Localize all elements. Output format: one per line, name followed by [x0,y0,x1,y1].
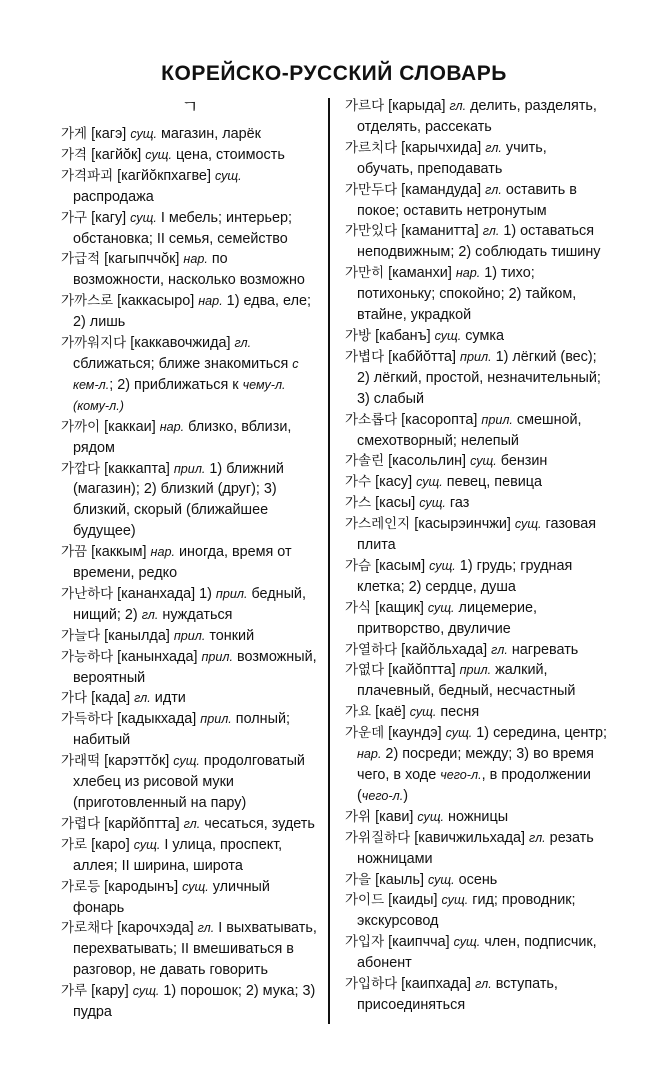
entry-headword: 가래떡 [61,753,101,770]
grammar-label: сущ. [130,210,157,225]
grammar-label: чего-л. [361,788,404,803]
grammar-label: сущ. [427,872,455,887]
dictionary-entry [345,890,607,932]
entry-headword: 가구 [61,209,88,226]
dictionary-entry [61,291,319,333]
dictionary-entry [345,932,607,974]
entry-definition: сумка [461,327,504,344]
grammar-label: сущ. [445,726,473,741]
entry-definition: распродажа [73,188,154,205]
grammar-label: нар. [159,419,185,434]
entry-definition: вступать, присоединяться [357,976,558,1013]
grammar-label: нар. [357,747,382,762]
grammar-label: сущ. [429,558,456,573]
page-title: КОРЕЙСКО-РУССКИЙ СЛОВАРЬ [161,62,507,85]
entry-definition: I выхватывать, перехватывать; II вмешиваться в разговор, не давать говорить [73,920,317,979]
entry-headword: 가열하다 [345,641,398,658]
grammar-label: сущ. [434,328,462,343]
entry-headword: 가르치다 [345,139,398,156]
entry-definition: 1) лёгкий (вес); 2) лёгкий, простой, незначительный; 3) слабый [357,348,601,407]
dictionary-entry [61,333,319,417]
dictionary-entry [61,688,319,709]
dictionary-entry [61,981,319,1023]
grammar-label: гл. [141,607,159,622]
entry-transcription: [кагэ] [91,126,127,142]
entry-definition: I мебель; интерьер; обстановка; II семья, семейство [73,209,292,247]
entry-transcription: [кару] [91,983,129,1000]
grammar-label: сущ. [514,517,542,532]
grammar-label: сущ. [133,837,161,852]
grammar-label: гл. [485,140,502,155]
grammar-label: нар. [183,252,208,267]
dictionary-entry [345,347,607,410]
grammar-label: гл. [482,224,500,239]
entry-transcription: [камандуда] [401,181,482,198]
entry-definition: бедный, нищий; 2) [73,585,306,623]
dictionary-entry [345,472,607,493]
grammar-label: сущ. [130,127,157,141]
dictionary-entry [61,647,319,689]
grammar-label: с кем-л. [73,356,299,392]
entry-transcription: [кагйŏк] [91,146,142,163]
grammar-label: прил. [460,349,492,364]
entry-definition: нагревать [507,641,579,658]
entry-transcription: [кайŏльхада] [401,641,488,658]
dictionary-entry [61,584,319,626]
grammar-label: сущ. [145,147,172,162]
dictionary-entry [345,326,607,347]
entry-headword: 가루 [61,983,88,1000]
entry-transcription: [каккаи] [104,418,156,435]
dictionary-entry [345,702,607,723]
dictionary-entry [61,751,319,814]
entry-definition: осень [454,871,498,888]
entry-definition: член, подписчик, абонент [357,934,597,972]
entry-transcription: [кародынъ] [104,878,179,895]
entry-transcription: [каро] [91,836,130,853]
grammar-label: гл. [529,830,546,845]
entry-transcription: [каккасыро] [117,293,195,310]
entry-transcription: [кагу] [91,209,127,226]
entry-definition: бензин [496,453,548,470]
grammar-label: сущ. [132,984,160,999]
entry-headword: 가을 [345,871,372,888]
entry-headword: 가격 [61,146,88,163]
entry-transcription: [каё] [375,704,406,721]
grammar-label: гл. [449,99,467,113]
entry-headword: 가로등 [61,878,101,895]
entry-definition: делить, разделять, отделять, рассекать [357,98,597,135]
entry-transcription: [кадыкхада] [117,711,197,728]
entry-definition: смешной, смехотворный; нелепый [357,411,582,449]
grammar-label: сущ. [214,168,242,183]
entry-headword: 가끔 [61,544,88,561]
grammar-label: гл. [491,642,508,657]
entry-definition: ножницы [444,808,509,825]
entry-definition: близко, вблизи, рядом [73,418,292,456]
entry-transcription: [кабйŏтта] [388,348,457,365]
entry-headword: 가난하다 [61,585,114,602]
dictionary-entry [345,974,607,1016]
entry-definition: 1) тихо; потихоньку; спокойно; 2) тайком, втайне, украдкой [357,265,577,324]
entry-headword: 가볍다 [345,348,385,365]
entry-headword: 가까이 [61,418,101,435]
entry-transcription: [кайŏптта] [388,662,456,679]
entry-definition: тонкий [205,627,255,644]
entry-transcription: [каиды] [388,892,438,909]
entry-headword: 가로 [61,836,88,853]
entry-definition: резать ножницами [357,829,594,867]
entry-headword: 가까워지다 [61,335,127,352]
entry-transcription: [каккавочжида] [130,335,231,352]
dictionary-entry [345,723,607,807]
entry-definition: певец, певица [442,474,543,491]
entry-headword: 가만두다 [345,181,398,198]
entry-headword: 가다 [61,690,88,707]
dictionary-entry [345,870,607,891]
dictionary-entry [61,709,319,751]
entry-transcription: [кагйŏкпхагве] [117,167,211,184]
grammar-label: нар. [198,294,223,309]
entry-transcription: [касырэинчжи] [414,516,511,533]
entry-headword: 가렵다 [61,815,101,832]
entry-transcription: [каыль] [375,871,424,888]
entry-transcription: [каундэ] [388,725,442,742]
dictionary-entry [345,451,607,472]
dictionary-entry [61,249,319,291]
entry-definition: сближаться; ближе знакомиться [73,355,293,372]
entry-headword: 가입하다 [345,976,398,993]
grammar-label: сущ. [470,454,497,469]
grammar-label: сущ. [441,893,469,908]
entry-transcription: [каипчча] [388,934,450,951]
entry-definition: уличный фонарь [73,878,270,916]
entry-definition: I улица, проспект, аллея; II ширина, широта [73,836,283,874]
grammar-label: гл. [197,921,215,936]
entry-definition: ) [403,787,408,804]
entry-definition: цена, стоимость [171,146,285,163]
dictionary-entry [61,124,319,145]
entry-transcription: [карйŏптта] [104,815,180,832]
grammar-label: гл. [485,182,502,197]
dictionary-entry [345,514,607,556]
entry-definition: 2) посреди; между; 3) во время чего, в ходе [357,746,594,783]
entry-headword: 가위질하다 [345,829,411,846]
entry-definition: 1) оставаться неподвижным; 2) соблюдать тишину [357,223,601,261]
dictionary-entry [345,263,607,326]
grammar-label: сущ. [416,475,443,490]
grammar-label: прил. [481,412,513,427]
entry-definition: жалкий, плачевный, бедный, несчастный [357,662,576,700]
entry-transcription: [каипхада] [401,976,472,993]
entry-headword: 가위 [345,808,372,825]
grammar-label: сущ. [419,496,446,511]
entry-definition: 1) грудь; грудная клетка; 2) сердце, душа [357,557,573,595]
dictionary-entry [345,493,607,514]
entry-headword: 가게 [61,126,88,142]
grammar-label: нар. [455,266,481,281]
entry-headword: 가늘다 [61,627,101,644]
entry-definition: возможный, вероятный [73,648,317,686]
entry-transcription: [касу] [375,474,413,491]
grammar-label: нар. [150,545,175,560]
entry-definition: 1) едва, еле; 2) лишь [73,293,311,331]
grammar-label: прил. [173,461,206,476]
left-column [61,96,319,1023]
dictionary-entry [61,835,319,877]
entry-definition: 1) [199,585,216,602]
entry-transcription: [кананхада] [117,585,196,602]
entry-transcription: [канылда] [104,627,170,644]
entry-definition: газовая плита [357,516,597,554]
grammar-label: сущ. [427,600,455,615]
dictionary-entry [61,145,319,166]
entry-definition: песня [436,704,480,721]
grammar-label: прил. [459,663,492,678]
grammar-label: сущ. [417,809,445,824]
dictionary-entry [61,814,319,835]
entry-definition: оставить в покое; оставить нетронутым [357,181,577,219]
dictionary-entry [345,828,607,870]
entry-definition: нуждаться [158,606,233,623]
entry-transcription: [касы] [375,495,416,512]
entry-definition: 1) порошок; 2) мука; 3) пудра [73,983,316,1021]
entry-definition: магазин, ларёк [156,126,261,142]
entry-headword: 가만있다 [345,223,398,240]
grammar-label: гл. [134,691,151,706]
dictionary-entry [345,660,607,702]
entry-definition: гид; проводник; экскурсовод [357,892,576,930]
entry-headword: 가이드 [345,892,385,909]
entry-headword: 가르다 [345,98,385,114]
dictionary-entry [345,96,607,138]
grammar-label: прил. [201,649,234,664]
entry-transcription: [касым] [375,557,426,574]
dictionary-entry [61,918,319,981]
entry-headword: 가방 [345,327,372,344]
entry-headword: 가스레인지 [345,516,411,533]
grammar-label: прил. [215,586,248,601]
entry-headword: 가까스로 [61,293,114,310]
grammar-label: чему-л. (кому-л.) [73,377,286,413]
dictionary-entry [345,807,607,828]
entry-headword: 가슴 [345,557,372,574]
entry-transcription: [каккым] [91,544,147,561]
entry-definition: газ [445,495,470,512]
entry-transcription: [када] [91,690,131,707]
entry-headword: 가깝다 [61,460,101,477]
grammar-label: сущ. [173,754,200,769]
dictionary-entry [345,180,607,222]
entry-definition: учить, обучать, преподавать [357,139,547,177]
dictionary-entry [61,626,319,647]
grammar-label: прил. [173,628,206,643]
entry-definition: чесаться, зудеть [200,815,315,832]
entry-definition: по возможности, насколько возможно [73,251,305,289]
entry-transcription: [кавичжильхада] [414,829,526,846]
entry-list [61,124,319,1023]
dictionary-entry [61,417,319,459]
entry-headword: 가로채다 [61,920,114,937]
grammar-label: сущ. [453,935,481,950]
entry-transcription: [каманхи] [388,265,452,282]
entry-headword: 가식 [345,599,372,616]
entry-transcription: [каманитта] [401,223,479,240]
entry-headword: 가솔린 [345,453,385,470]
section-letter: ㄱ [181,97,199,118]
entry-headword: 가수 [345,474,372,491]
entry-headword: 가요 [345,704,372,721]
entry-transcription: [карочхэда] [117,920,194,937]
column-divider [328,98,330,1024]
entry-definition: лицемерие, притворство, двуличие [357,599,538,637]
dictionary-entry [345,221,607,263]
entry-transcription: [канынхада] [117,648,198,665]
entry-transcription: [карэттŏк] [104,753,170,770]
entry-transcription: [кагыпччŏк] [104,251,180,268]
dictionary-entry [345,640,607,661]
entry-transcription: [касольлин] [388,453,467,470]
dictionary-entry [61,459,319,543]
grammar-label: чего-л. [440,768,482,782]
grammar-label: сущ. [409,705,437,720]
grammar-label: гл. [475,977,492,992]
entry-list [345,96,607,1016]
entry-definition: ; 2) приближаться к [109,376,243,393]
entry-transcription: [кащик] [375,599,424,616]
grammar-label: гл. [183,816,201,831]
grammar-label: прил. [200,712,232,727]
entry-definition: идти [150,690,186,707]
entry-definition: полный; набитый [73,711,291,749]
entry-definition: 1) ближний (магазин); 2) близкий (друг); 3) близкий, скорый (ближайшее будущее) [73,460,284,540]
grammar-label: сущ. [182,879,209,894]
entry-headword: 가만히 [345,265,385,282]
dictionary-entry [61,542,319,584]
entry-transcription: [касоропта] [401,411,478,428]
entry-definition: , в продолжении ( [357,767,591,804]
entry-headword: 가소롭다 [345,411,398,428]
entry-transcription: [карычхида] [401,139,482,156]
entry-transcription: [карыда] [388,98,446,114]
entry-transcription: [каккапта] [104,460,170,477]
entry-transcription: [кабанъ] [375,327,431,344]
entry-transcription: [кави] [375,808,414,825]
entry-definition: 1) середина, центр; [472,725,607,742]
dictionary-entry [345,598,607,640]
entry-definition: иногда, время от времени, редко [73,544,292,582]
grammar-label: гл. [234,336,252,351]
entry-headword: 가능하다 [61,648,114,665]
dictionary-entry [61,208,319,250]
entry-headword: 가득하다 [61,711,114,728]
dictionary-entry [61,877,319,919]
entry-headword: 가급적 [61,251,101,268]
entry-headword: 가엾다 [345,662,385,679]
entry-headword: 가스 [345,495,372,512]
dictionary-entry [345,556,607,598]
dictionary-entry [345,138,607,180]
dictionary-entry [345,410,607,452]
entry-headword: 가입자 [345,934,385,951]
entry-headword: 가격파괴 [61,167,114,184]
dictionary-entry [61,166,319,208]
entry-headword: 가운데 [345,725,385,742]
right-column [345,96,607,1016]
entry-definition: продолговатый хлебец из рисовой муки (приготовленный на пару) [73,753,305,811]
